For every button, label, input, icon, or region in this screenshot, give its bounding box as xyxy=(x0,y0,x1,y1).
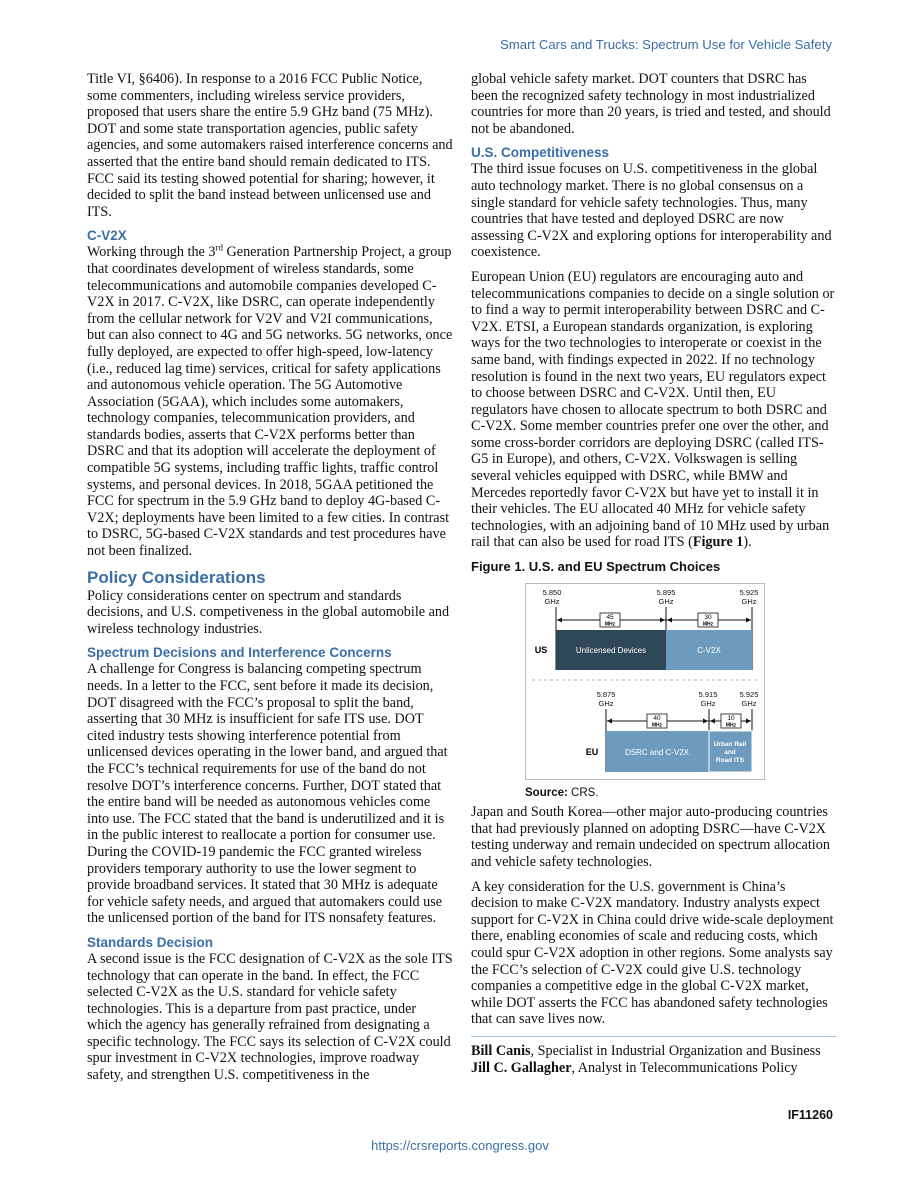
us-bandwidth-2: 30 xyxy=(704,613,712,621)
us-tick-unit: GHz xyxy=(741,596,757,606)
eu-tick-unit: GHz xyxy=(598,698,614,708)
svg-text:MHz: MHz xyxy=(604,621,616,628)
footer-url[interactable]: https://crsreports.congress.gov xyxy=(371,1138,549,1153)
author-line: Bill Canis, Specialist in Industrial Organization and Business xyxy=(471,1042,821,1059)
svg-text:DSRC and C-V2X: DSRC and C-V2X xyxy=(624,747,690,757)
us-tick-freq: 5.850 xyxy=(542,587,562,597)
spectrum-figure xyxy=(525,583,765,780)
paragraph: A challenge for Congress is balancing competing spectrum needs. In a letter to the FCC, sent before it made its decision, DOT disagreed with the FCC’s proposal to split the band, asserting that 30 MHz is insufficient for safe ITS use. DOT cited industry tests showing interference potential from unlicensed devices operating in the lower band, and argued that the FCC’s technical requirements for use of the band do not resolve DOT’s interference concerns. Further, DOT stated that the entire band will be needed as autonomous vehicles come into use. The FCC stated that the band is underutilized and it is in the public interest to reallocate a portion for consumer use. During the COVID-19 pandemic the FCC granted wireless providers temporary authority to use the lower segment to provide broadband services. It stated that 30 MHz is adequate for vehicle safety needs, and argued that automakers could use the unlicensed portion of the band for ITS nonsafety features. xyxy=(87,661,448,927)
eu-tick-unit: GHz xyxy=(741,698,757,708)
figure-title: Figure 1. U.S. and EU Spectrum Choices xyxy=(471,559,721,575)
svg-text:MHz: MHz xyxy=(725,722,737,729)
right-column xyxy=(471,71,836,1076)
author-block xyxy=(471,1036,836,1076)
us-tick-unit: GHz xyxy=(544,596,560,606)
paragraph: Japan and South Korea—other major auto-producing countries that had previously planned on adopting DSRC—have C-V2X testing underway and remain undecided on spectrum allocation and vehicle safety technologies. xyxy=(471,804,830,870)
eu-bandwidth-2: 10 xyxy=(727,714,735,722)
paragraph: Policy considerations center on spectrum and standards decisions, and U.S. competiveness in the global automobile and wireless technology industries. xyxy=(87,587,450,637)
paragraph: The third issue focuses on U.S. competitiveness in the global auto technology market. There is no global consensus on a single standard for vehicle safety technologies. Thus, many countries that have tested and deployed DSRC are now assessing C-V2X and exploring options for interoperability and coexistence. xyxy=(471,161,832,261)
running-header: Smart Cars and Trucks: Spectrum Use for Vehicle Safety xyxy=(499,37,832,52)
paragraph: A key consideration for the U.S. government is China’s decision to make C-V2X mandatory. Industry analysts expect support for C-V2X in China could drive wide-scale deployment there, enabling economies of scale and reducing costs, which could spur C-V2X adoption in other regions. Some analysts say the FCC’s selection of C-V2X could give U.S. technology companies a competitive edge in the global C-V2X market, while DOT asserts the FCC has abandoned safety technologies that can save lives now. xyxy=(471,878,834,1028)
eu-tick-freq: 5.915 xyxy=(698,689,718,699)
svg-text:Road ITS: Road ITS xyxy=(715,756,745,764)
section-heading-cv2x: C-V2X xyxy=(87,228,127,244)
paragraph: European Union (EU) regulators are encouraging auto and telecommunications companies to decide on a single solution or to find a way to permit interoperability between DSRC and C-V2X. ETSI, a European standards organization, is exploring ways for the two technologies to interoperate or coexist in the same band, with findings expected in 2022. If no technology resolution is found in the next two years, EU regulators expect to choose between DSRC and C-V2X. Until then, EU regulators have chosen to allocate spectrum to both DSRC and C-V2X. Some member countries prefer one over the other, and some cross-border corridors are deploying DSRC (called ITS-G5 in Europe), and others, C-V2X. Volkswagen is selling several vehicles equipped with DSRC, while BMW and Mercedes reportedly favor C-V2X but have yet to install it in their vehicles. The EU allocated 40 MHz for vehicle safety technologies, with an adjoining band of 10 MHz used by urban rail that can also be used for road ITS (Figure 1). xyxy=(471,268,835,551)
section-heading-policy: Policy Considerations xyxy=(87,567,266,587)
us-label: US xyxy=(534,644,548,655)
svg-text:MHz: MHz xyxy=(651,722,663,729)
left-column xyxy=(87,71,453,1092)
section-heading-competitiveness: U.S. Competitiveness xyxy=(471,145,610,161)
svg-text:C-V2X: C-V2X xyxy=(697,645,721,655)
author-line: Jill C. Gallagher, Analyst in Telecommunications Policy xyxy=(471,1059,798,1076)
svg-text:MHz: MHz xyxy=(702,621,714,628)
paragraph: A second issue is the FCC designation of C-V2X as the sole ITS technology that can operate in the band. In effect, the FCC selected C-V2X as the U.S. standard for vehicle safety technologies. This is a departure from past practice, under which the agency has generally refrained from designating a specific technology. The FCC says its selection of C-V2X could spur investment in C-V2X technologies, improve roadway safety, and strengthen U.S. competitiveness in the xyxy=(87,950,453,1084)
svg-text:Unlicensed Devices: Unlicensed Devices xyxy=(575,645,647,655)
paragraph: global vehicle safety market. DOT counters that DSRC has been the recognized safety technology in most industrialized countries for more than 20 years, is tried and tested, and should not be abandoned. xyxy=(471,71,831,137)
eu-tick-unit: GHz xyxy=(700,698,716,708)
us-tick-freq: 5.895 xyxy=(656,587,676,597)
eu-label: EU xyxy=(585,746,599,757)
section-heading-standards: Standards Decision xyxy=(87,934,214,950)
eu-tick-freq: 5.875 xyxy=(596,689,616,699)
us-tick-unit: GHz xyxy=(658,596,674,606)
section-heading-spectrum: Spectrum Decisions and Interference Concerns xyxy=(87,645,392,661)
eu-tick-freq: 5.925 xyxy=(739,689,759,699)
svg-text:Urban Rail: Urban Rail xyxy=(713,740,747,748)
report-id: IF11260 xyxy=(787,1108,833,1122)
us-tick-freq: 5.925 xyxy=(739,587,759,597)
paragraph: Working through the 3rd Generation Partnership Project, a group that coordinates development of wireless standards, some telecommunications and automobile companies developed C-V2X in 2017. C-V2X, like DSRC, can operate independently from the cellular network for V2V and V2I communications, but can also connect to 4G and 5G networks. 5G networks, once fully deployed, are expected to offer high-speed, low-latency (i.e., reduced lag time) services, critical for safety applications and autonomous vehicle operation. The 5G Automotive Association (5GAA), which includes some automakers, technology companies, telecommunication providers, and standards bodies, asserts that C-V2X performs better than DSRC and that its adoption will accelerate the deployment of compatible 5G systems, including traffic lights, traffic control systems, and personal devices. In 2018, 5GAA petitioned the FCC for spectrum in the 5.9 GHz band to deploy 4G-based C-V2X; deployments have been limited to a few cities. In contrast to DSRC, 5G-based C-V2X standards and test procedures have not been finalized. xyxy=(87,242,453,560)
us-bandwidth-1: 45 xyxy=(606,613,614,621)
eu-bandwidth-1: 40 xyxy=(653,714,661,722)
paragraph: Title VI, §6406). In response to a 2016 FCC Public Notice, some commenters, including wireless service providers, proposed that users share the entire 5.9 GHz band (75 MHz). DOT and some state transportation agencies, public safety agencies, and some automakers raised interference concerns and asserted that the entire band should remain dedicated to ITS. FCC said its testing showed potential for sharing; however, it decided to split the band instead between unlicensed use and ITS. xyxy=(87,71,453,220)
spectrum-diagram xyxy=(526,584,764,779)
figure-source: Source: CRS. xyxy=(525,786,599,799)
svg-text:and: and xyxy=(724,748,736,756)
